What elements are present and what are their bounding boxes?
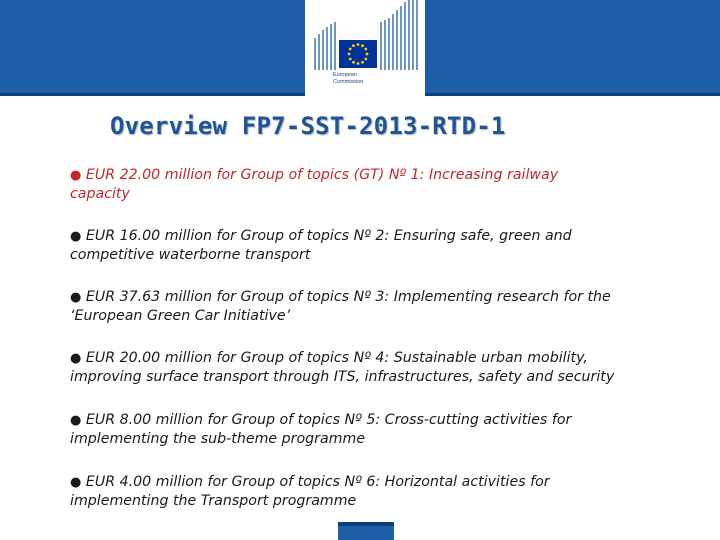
bullet-text-line1: EUR 22.00 million for Group of topics (GT) Nº 1: Increasing railway (85, 167, 559, 183)
bullet-text-line1: EUR 16.00 million for Group of topics Nº 2: Ensuring safe, green and (85, 228, 572, 244)
logo-wordmark (333, 72, 413, 85)
bullet-item-gt6 (70, 473, 710, 511)
bullet-text-line2: improving surface transport through ITS, infrastructures, safety and security (70, 369, 615, 385)
bullet-item-gt1 (70, 166, 710, 204)
bullet-text-line2: implementing the Transport programme (70, 493, 357, 509)
bullet-text-line2: ‘European Green Car Initiative’ (70, 308, 291, 324)
bullet-item-gt2 (70, 227, 710, 265)
bullet-dot-icon: ● (70, 290, 82, 305)
bullet-item-gt3 (70, 288, 710, 326)
logo-line-commission: Commission (333, 78, 364, 85)
bullet-text-line1: EUR 4.00 million for Group of topics Nº 6: Horizontal activities for (85, 474, 550, 490)
bullet-item-gt4 (70, 349, 710, 387)
bullet-dot-icon: ● (70, 229, 82, 244)
european-commission-logo (305, 0, 425, 96)
bullet-text-line1: EUR 20.00 million for Group of topics Nº 4: Sustainable urban mobility, (85, 350, 588, 366)
bullet-text-line2: capacity (70, 186, 130, 202)
bullet-dot-icon: ● (70, 168, 82, 183)
bullet-text-line2: implementing the sub-theme programme (70, 431, 366, 447)
bullet-item-gt5 (70, 411, 710, 449)
bullet-text-line2: competitive waterborne transport (70, 247, 311, 263)
page-title: Overview FP7-SST-2013-RTD-1 (110, 112, 506, 140)
footer-flag-bar (338, 522, 394, 540)
bullet-text-line1: EUR 8.00 million for Group of topics Nº 5: Cross-cutting activities for (85, 412, 572, 428)
bullet-dot-icon: ● (70, 413, 82, 428)
bullet-dot-icon: ● (70, 475, 82, 490)
bullet-text-line1: EUR 37.63 million for Group of topics Nº 3: Implementing research for the (85, 289, 611, 305)
logo-line-european: European (333, 72, 357, 78)
bullet-dot-icon: ● (70, 351, 82, 366)
